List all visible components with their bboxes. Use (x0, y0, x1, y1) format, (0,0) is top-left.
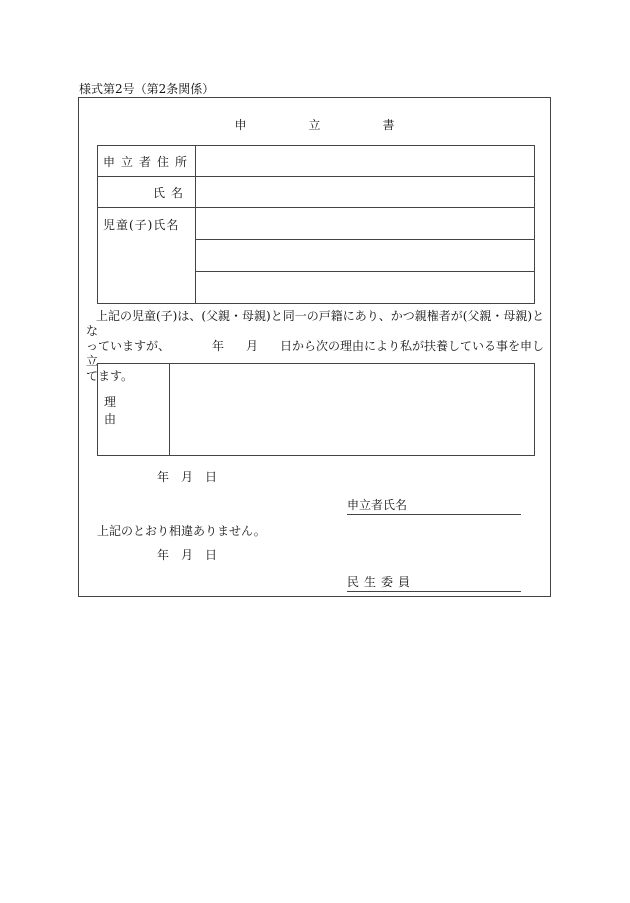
statement-month: 月 (246, 339, 259, 353)
commissioner-signature-line[interactable] (347, 573, 521, 592)
name-label-text: 氏名 (152, 185, 189, 200)
applicant-signature-line[interactable] (347, 496, 521, 515)
applicant-address-field[interactable] (196, 146, 535, 177)
applicant-signature-label: 申立者氏名 (347, 498, 408, 512)
statement-year: 年 (212, 339, 225, 353)
statement-line-2-pre: っていますが、 (86, 339, 171, 353)
confirmation-text: 上記のとおり相違ありません。 (97, 524, 266, 538)
statement-day-tail: 日から次の理由により私が扶養している事を申し立 (86, 339, 545, 368)
reason-field[interactable] (170, 364, 535, 456)
document-title: 申立書 (234, 118, 457, 132)
reason-table (97, 363, 535, 456)
application-form (78, 97, 551, 597)
applicant-info-table (97, 145, 535, 304)
applicant-address-label (98, 146, 196, 177)
statement-line-1: 上記の児童(子)は、(父親・母親)と同一の戸籍にあり、かつ親権者が(父親・母親)とな (86, 309, 545, 338)
applicant-address-label-text: 申立者住所 (103, 154, 194, 169)
statement-line-3: てます。 (86, 369, 134, 383)
form-number-label: 様式第2号（第2条関係） (79, 82, 215, 96)
child-name-field-2[interactable] (196, 240, 535, 272)
child-name-label (98, 208, 196, 304)
commissioner-label: 民生委員 (347, 575, 416, 589)
name-field[interactable] (196, 177, 535, 208)
reason-label: 理由 (98, 364, 170, 456)
name-label (98, 177, 196, 208)
application-date: 年 月 日 (157, 470, 218, 484)
confirmation-date: 年 月 日 (157, 548, 218, 562)
child-name-label-text: 児童(子)氏名 (103, 218, 180, 232)
child-name-field-1[interactable] (196, 208, 535, 240)
child-name-field-3[interactable] (196, 272, 535, 304)
